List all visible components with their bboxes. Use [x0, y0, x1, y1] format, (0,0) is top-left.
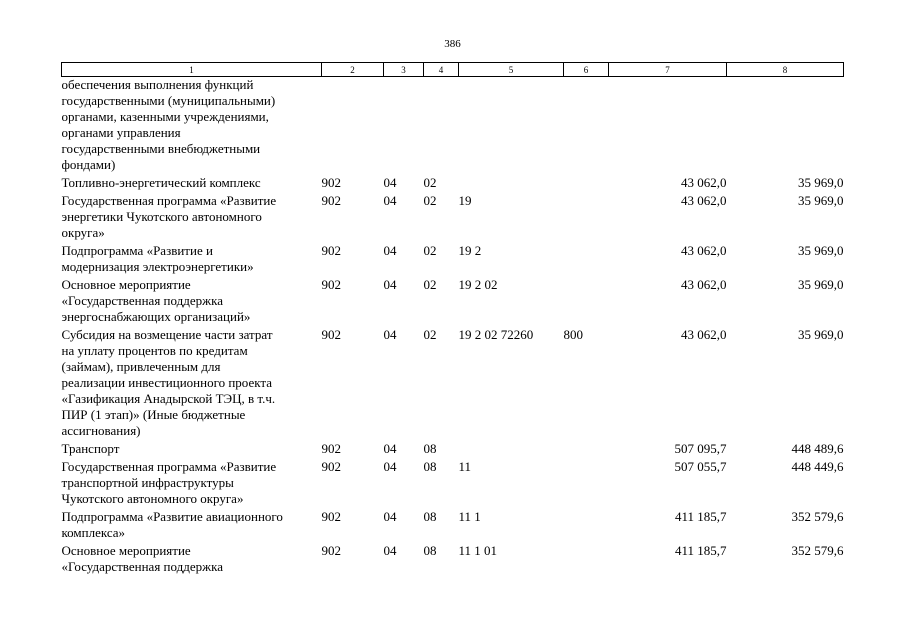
amount-col8: 352 579,6: [791, 509, 844, 524]
table-row: [62, 193, 844, 243]
ministry-code: 902: [321, 543, 341, 558]
target-item-code: [459, 77, 564, 176]
target-item-code: 19 2 02: [458, 277, 498, 292]
column-number-header-row: [62, 63, 844, 77]
item-name: Подпрограмма «Развитие и модернизация электроэнергетики»: [61, 243, 254, 274]
expense-type-code: [564, 543, 609, 577]
amount-col7: [609, 77, 727, 176]
column-header: 1: [62, 63, 322, 77]
target-item-code: [459, 441, 564, 459]
table-row: [62, 441, 844, 459]
item-name: Основное мероприятие «Государственная поддержка энергоснабжающих организаций»: [61, 277, 251, 324]
section-code: [384, 77, 424, 176]
column-header: 7: [609, 63, 727, 77]
expense-type-code: 800: [563, 327, 583, 342]
amount-col7: 43 062,0: [681, 175, 727, 190]
page-number: 386: [444, 38, 461, 50]
column-header: 3: [384, 63, 424, 77]
amount-col7: 507 095,7: [674, 441, 727, 456]
table-row: [62, 543, 844, 577]
section-code: 04: [383, 509, 397, 524]
table-row: [62, 509, 844, 543]
budget-table: [61, 62, 844, 577]
subsection-code: 02: [423, 175, 437, 190]
item-name: Государственная программа «Развитие энергетики Чукотского автономного округа»: [61, 193, 277, 240]
expense-type-code: [564, 77, 609, 176]
item-name: Субсидия на возмещение части затрат на уплату процентов по кредитам (займам), привлеченным для реализации инвестиционного проекта «Газификация Анадырской ТЭЦ, в т.ч. ПИР (1 этап)» (Иные бюджетные ассигнования): [61, 327, 276, 438]
amount-col7: 43 062,0: [681, 327, 727, 342]
amount-col8: 35 969,0: [798, 193, 844, 208]
column-header: 8: [727, 63, 844, 77]
ministry-code: 902: [321, 441, 341, 456]
amount-col8: 352 579,6: [791, 543, 844, 558]
amount-col8: 35 969,0: [798, 277, 844, 292]
item-name: Основное мероприятие «Государственная поддержка: [61, 543, 224, 574]
ministry-code: [322, 77, 384, 176]
expense-type-code: [564, 459, 609, 509]
expense-type-code: [564, 277, 609, 327]
item-name: Транспорт: [61, 441, 120, 456]
ministry-code: 902: [321, 243, 341, 258]
amount-col7: 411 185,7: [674, 543, 727, 558]
amount-col7: 43 062,0: [681, 243, 727, 258]
column-header: 6: [564, 63, 609, 77]
amount-col7: 43 062,0: [681, 277, 727, 292]
ministry-code: 902: [321, 327, 341, 342]
column-header: 5: [459, 63, 564, 77]
table-row: [62, 175, 844, 193]
expense-type-code: [564, 175, 609, 193]
section-code: 04: [383, 277, 397, 292]
amount-col8: 35 969,0: [798, 175, 844, 190]
amount-col8: [727, 77, 844, 176]
item-name: Государственная программа «Развитие транспортной инфраструктуры Чукотского автономного округа»: [61, 459, 277, 506]
amount-col8: 448 449,6: [791, 459, 844, 474]
target-item-code: 11: [458, 459, 472, 474]
section-code: 04: [383, 459, 397, 474]
column-header: 2: [322, 63, 384, 77]
amount-col8: 448 489,6: [791, 441, 844, 456]
amount-col7: 43 062,0: [681, 193, 727, 208]
ministry-code: 902: [321, 175, 341, 190]
target-item-code: 11 1 01: [458, 543, 498, 558]
subsection-code: 08: [423, 441, 437, 456]
subsection-code: 08: [423, 509, 437, 524]
expense-type-code: [564, 243, 609, 277]
section-code: 04: [383, 441, 397, 456]
section-code: 04: [383, 193, 397, 208]
target-item-code: [459, 175, 564, 193]
table-row: [62, 77, 844, 176]
subsection-code: 08: [423, 459, 437, 474]
subsection-code: 02: [423, 327, 437, 342]
amount-col8: 35 969,0: [798, 243, 844, 258]
amount-col7: 411 185,7: [674, 509, 727, 524]
subsection-code: 08: [423, 543, 437, 558]
target-item-code: 19 2 02 72260: [458, 327, 534, 342]
item-name: Подпрограмма «Развитие авиационного комплекса»: [61, 509, 283, 540]
section-code: 04: [383, 243, 397, 258]
target-item-code: 19: [458, 193, 472, 208]
expense-type-code: [564, 441, 609, 459]
expense-type-code: [564, 509, 609, 543]
amount-col8: 35 969,0: [798, 327, 844, 342]
ministry-code: 902: [321, 459, 341, 474]
subsection-code: 02: [423, 193, 437, 208]
ministry-code: 902: [321, 509, 341, 524]
amount-col7: 507 055,7: [674, 459, 727, 474]
subsection-code: 02: [423, 243, 437, 258]
section-code: 04: [383, 543, 397, 558]
table-row: [62, 459, 844, 509]
section-code: 04: [383, 175, 397, 190]
ministry-code: 902: [321, 193, 341, 208]
expense-type-code: [564, 193, 609, 243]
item-name: Топливно-энергетический комплекс: [61, 175, 261, 190]
table-row: [62, 243, 844, 277]
subsection-code: 02: [423, 277, 437, 292]
column-header: 4: [424, 63, 459, 77]
item-name: обеспечения выполнения функций государственными (муниципальными) органами, казенными учреждениями, органами управления государственными внебюджетными фондами): [61, 77, 276, 172]
target-item-code: 11 1: [458, 509, 481, 524]
target-item-code: 19 2: [458, 243, 482, 258]
subsection-code: [424, 77, 459, 176]
table-row: [62, 277, 844, 327]
ministry-code: 902: [321, 277, 341, 292]
table-row: [62, 327, 844, 441]
section-code: 04: [383, 327, 397, 342]
